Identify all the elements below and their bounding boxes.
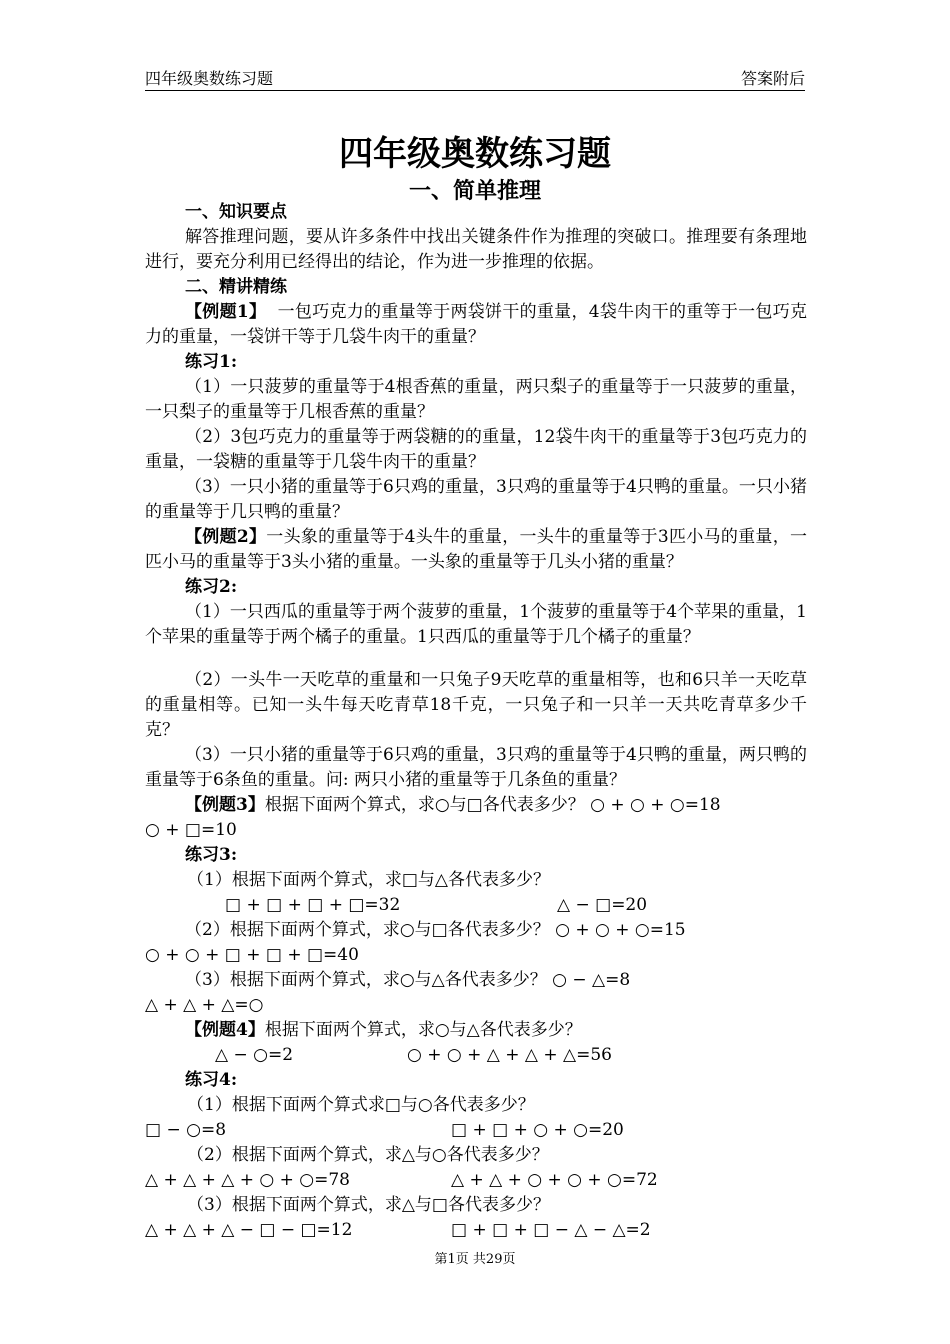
example-3-line2: ○ + □=10 (145, 820, 237, 840)
practice-4-q3-equations (145, 1218, 807, 1243)
section-title: 一、简单推理 (408, 178, 541, 204)
example-4-equations (145, 1043, 807, 1068)
page-title: 四年级奥数练习题 (339, 134, 611, 174)
example-4-eq2: ○ + ○ + △ + △ + △=56 (407, 1045, 612, 1065)
header-right: 答案附后 (740, 69, 805, 88)
example-2 (145, 525, 807, 575)
practice-3-label: 练习3: (185, 845, 238, 865)
example-4-text: 根据下面两个算式，求○与△各代表多少？ (264, 1020, 582, 1040)
example-2-label: 【例题2】 (185, 527, 267, 547)
practice-3-q3: （3）根据下面两个算式，求○与△各代表多少？ ○ − △=8 (185, 970, 631, 990)
document-body (145, 200, 807, 1243)
practice-4-q2-eq1: △ + △ + △ + ○ + ○=78 (145, 1170, 350, 1190)
example-3-text: 根据下面两个算式，求○与□各代表多少？ ○ + ○ + ○=18 (264, 795, 721, 815)
practice-1-label: 练习1: (185, 352, 238, 372)
example-1 (145, 300, 807, 350)
practice-4-label: 练习4: (185, 1070, 238, 1090)
example-1-text: 一包巧克力的重量等于两袋饼干的重量，4袋牛肉干的重等于一包巧克力的重量，一袋饼干等于几袋牛肉干的重量？ (145, 302, 807, 347)
practice-4-q3-eq1: △ + △ + △ − □ − □=12 (145, 1220, 353, 1240)
header-left: 四年级奥数练习题 (145, 69, 274, 88)
practice-4-q3-eq2: □ + □ + □ − △ − △=2 (451, 1220, 651, 1240)
knowledge-text: 解答推理问题，要从许多条件中找出关键条件作为推理的突破口。推理要有条理地进行，要充分利用已经得出的结论，作为进一步推理的依据。 (145, 227, 807, 272)
running-header (145, 66, 805, 89)
practice-heading: 二、精讲精练 (185, 277, 287, 297)
practice-3-q1-eq2: △ − □=20 (557, 895, 648, 915)
practice-3-q1-eq1: □ + □ + □ + □=32 (225, 895, 401, 915)
example-3-label: 【例题3】 (185, 795, 265, 815)
example-2-text: 一头象的重量等于4头牛的重量，一头牛的重量等于3匹小马的重量，一匹小马的重量等于3头小猪的重量。一头象的重量等于几头小猪的重量？ (145, 527, 807, 572)
knowledge-heading: 一、知识要点 (185, 202, 287, 222)
example-4 (145, 1018, 807, 1043)
practice-4-q3: （3）根据下面两个算式，求△与□各代表多少？ (187, 1195, 550, 1215)
practice-4-q1-eq1: □ − ○=8 (145, 1120, 227, 1140)
practice-1-q1: （1）一只菠萝的重量等于4根香蕉的重量，两只梨子的重量等于一只菠萝的重量，一只梨子的重量等于几根香蕉的重量？ (145, 377, 807, 422)
practice-2-q1: （1）一只西瓜的重量等于两个菠萝的重量，1个菠萝的重量等于4个苹果的重量，1个苹果的重量等于两个橘子的重量。1只西瓜的重量等于几个橘子的重量？ (145, 602, 807, 647)
page-footer: 第1页 共29页 (434, 1252, 516, 1267)
practice-4-q2-eq2: △ + △ + ○ + ○ + ○=72 (451, 1170, 658, 1190)
practice-4-q2-equations (145, 1168, 807, 1193)
practice-4-q1-equations (145, 1118, 807, 1143)
practice-3-q2-line2: ○ + ○ + □ + □ + □=40 (145, 945, 359, 965)
example-4-eq1: △ − ○=2 (215, 1045, 294, 1065)
practice-2-label: 练习2: (185, 577, 238, 597)
header-rule (145, 90, 805, 91)
practice-4-q2: （2）根据下面两个算式，求△与○各代表多少？ (187, 1145, 549, 1165)
example-1-label: 【例题1】 (185, 302, 267, 322)
practice-4-q1: （1）根据下面两个算式求□与○各代表多少？ (187, 1095, 535, 1115)
practice-3-q2: （2）根据下面两个算式，求○与□各代表多少？ ○ + ○ + ○=15 (185, 920, 686, 940)
practice-2-q3: （3）一只小猪的重量等于6只鸡的重量，3只鸡的重量等于4只鸭的重量，两只鸭的重量等于6条鱼的重量。问: 两只小猪的重量等于几条鱼的重量？ (145, 745, 807, 790)
practice-3-q3-line2: △ + △ + △=○ (145, 995, 264, 1015)
practice-2-q2: （2）一头牛一天吃草的重量和一只兔子9天吃草的重量相等，也和6只羊一天吃草的重量相等。已知一头牛每天吃青草18千克，一只兔子和一只羊一天共吃青草多少千克？ (145, 670, 807, 740)
example-4-label: 【例题4】 (185, 1020, 265, 1040)
practice-3-q1: （1）根据下面两个算式，求□与△各代表多少？ (187, 870, 550, 890)
practice-3-q1-equations (145, 893, 807, 918)
practice-1-q3: （3）一只小猪的重量等于6只鸡的重量，3只鸡的重量等于4只鸭的重量。一只小猪的重量等于几只鸭的重量？ (145, 477, 807, 522)
example-3 (145, 793, 807, 818)
practice-4-q1-eq2: □ + □ + ○ + ○=20 (451, 1120, 624, 1140)
practice-1-q2: （2）3包巧克力的重量等于两袋糖的的重量，12袋牛肉干的重量等于3包巧克力的重量，一袋糖的重量等于几袋牛肉干的重量？ (145, 427, 807, 472)
